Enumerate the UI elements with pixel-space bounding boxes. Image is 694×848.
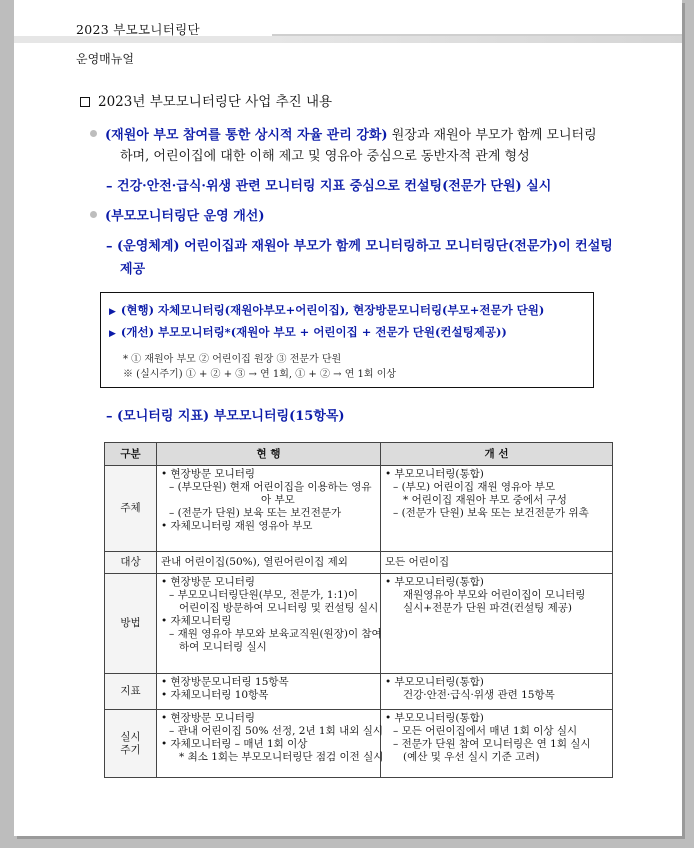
col-header-improved: 개 선 bbox=[381, 443, 613, 466]
bullet-5: – (모니터링 지표) 부모모니터링(15항목) bbox=[106, 409, 345, 424]
improved-cell: • 부모모니터링(통합) 재원영유아 부모와 어린이집이 모니터링 실시+전문가 단원 파견(컨설팅 제공) bbox=[381, 574, 613, 674]
bullet-3 bbox=[90, 205, 265, 224]
bullet-3-text: (부모모니터링단 운영 개선) bbox=[105, 209, 265, 224]
current-cell: • 현장방문 모니터링 – 관내 어린이집 50% 선정, 2년 1회 내외 실시 • 자체모니터링 – 매년 1회 이상 * 최소 1회는 부모모니터링단 점검 이전 실시 bbox=[157, 710, 381, 778]
current-cell: • 현장방문 모니터링 – 부모모니터링단원(부모, 전문가, 1:1)이 어린이집 방문하여 모니터링 및 컨설팅 실시 • 자체모니터링 – 재원 영유아 부모와 보육교직원(원장)이 참여 하여 모니터링 실시 bbox=[157, 574, 381, 674]
triangle-right-icon: ▶ bbox=[109, 329, 116, 339]
row-category: 대상 bbox=[105, 552, 157, 574]
bullet-1-text: 원장과 재원아 부모가 함께 모니터링 bbox=[387, 128, 597, 143]
bullet-4: – (운영체계) 어린이집과 재원아 부모가 함께 모니터링하고 모니터링단(전문가)이 컨설팅 bbox=[106, 239, 613, 254]
improved-cell: • 부모모니터링(통합) 건강·안전·급식·위생 관련 15항목 bbox=[381, 674, 613, 710]
bullet-1 bbox=[90, 124, 597, 143]
section-heading bbox=[80, 90, 332, 110]
table-row bbox=[105, 574, 613, 674]
bullet-4-continued: 제공 bbox=[120, 262, 146, 277]
header-subtitle: 운영매뉴얼 bbox=[76, 52, 134, 66]
bullet-dot-icon bbox=[90, 130, 97, 137]
row-category: 주체 bbox=[105, 466, 157, 552]
box-note-2: ※ (실시주기) ① + ② + ③ → 연 1회, ① + ② → 연 1회 이상 bbox=[123, 369, 397, 380]
table-header-row bbox=[105, 443, 613, 466]
current-cell: • 현장방문 모니터링 – (부모단원) 현재 어린이집을 이용하는 영유 아 부모 – (전문가 단원) 보육 또는 보건전문가 • 자체모니터링 재원 영유아 부모 bbox=[157, 466, 381, 552]
improved-cell: • 부모모니터링(통합) – 모든 어린이집에서 매년 1회 이상 실시 – 전문가 단원 참여 모니터링은 연 1회 실시 (예산 및 우선 실시 기준 고려) bbox=[381, 710, 613, 778]
comparison-table bbox=[104, 442, 613, 778]
checkbox-icon bbox=[80, 97, 90, 107]
table-row bbox=[105, 552, 613, 574]
comparison-box bbox=[100, 292, 594, 388]
row-category: 지표 bbox=[105, 674, 157, 710]
col-header-current: 현 행 bbox=[157, 443, 381, 466]
box-line-current: ▶ (현행) 자체모니터링(재원아부모+어린이집), 현장방문모니터링(부모+전문가 단원) bbox=[109, 303, 545, 317]
table-row bbox=[105, 674, 613, 710]
current-cell: • 현장방문모니터링 15항목 • 자체모니터링 10항목 bbox=[157, 674, 381, 710]
bullet-2: – 건강·안전·급식·위생 관련 모니터링 지표 중심으로 컨설팅(전문가 단원) 실시 bbox=[106, 179, 552, 194]
bullet-dot-icon bbox=[90, 211, 97, 218]
row-category: 방법 bbox=[105, 574, 157, 674]
section-heading-text: 2023년 부모모니터링단 사업 추진 내용 bbox=[98, 94, 333, 110]
improved-cell: • 부모모니터링(통합) – (부모) 어린이집 재원 영유아 부모 * 어린이집 재원아 부모 중에서 구성 – (전문가 단원) 보육 또는 보건전문가 위촉 bbox=[381, 466, 613, 552]
row-category: 실시 주기 bbox=[105, 710, 157, 778]
col-header-category: 구분 bbox=[105, 443, 157, 466]
improved-cell: 모든 어린이집 bbox=[381, 552, 613, 574]
current-cell: 관내 어린이집(50%), 열린어린이집 제외 bbox=[157, 552, 381, 574]
document-page bbox=[14, 0, 682, 836]
table-row bbox=[105, 710, 613, 778]
header-title: 2023 부모모니터링단 bbox=[76, 22, 200, 37]
triangle-right-icon: ▶ bbox=[109, 307, 116, 317]
box-line-improved: ▶ (개선) 부모모니터링*(재원아 부모 + 어린이집 + 전문가 단원(컨설팅제공)) bbox=[109, 325, 507, 339]
box-note-1: * ① 재원아 부모 ② 어린이집 원장 ③ 전문가 단원 bbox=[123, 354, 342, 365]
table-row bbox=[105, 466, 613, 552]
bullet-1-emphasis: (재원아 부모 참여를 통한 상시적 자율 관리 강화) bbox=[105, 128, 388, 143]
bullet-1-continued: 하며, 어린이집에 대한 이해 제고 및 영유아 중심으로 동반자적 관계 형성 bbox=[120, 149, 530, 164]
